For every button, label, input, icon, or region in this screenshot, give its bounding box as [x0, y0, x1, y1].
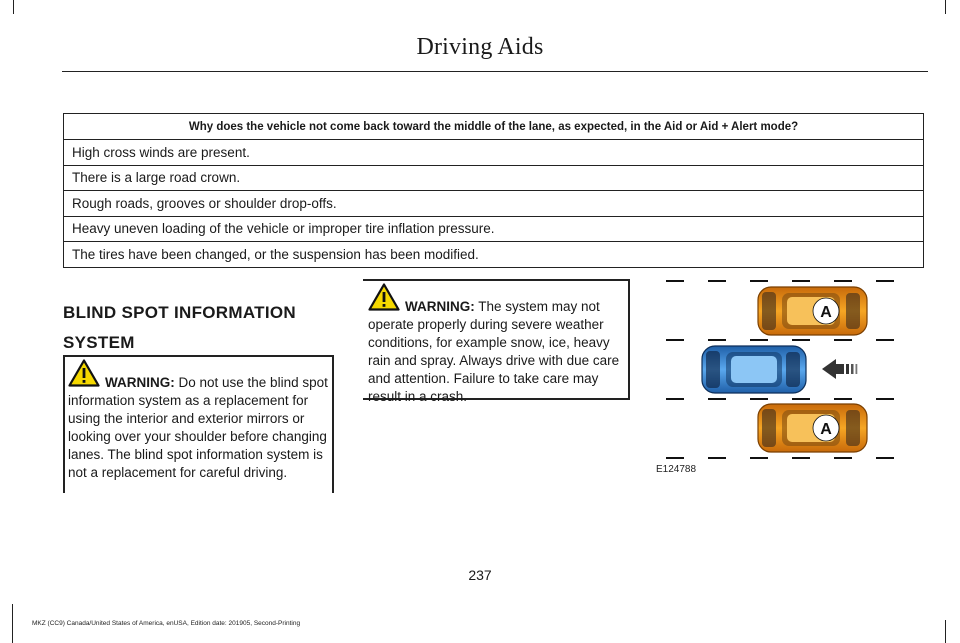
- warning-label: WARNING:: [105, 375, 175, 390]
- table-cell: High cross winds are present.: [64, 140, 924, 166]
- arrow-left-icon: [822, 359, 857, 379]
- table-cell: Heavy uneven loading of the vehicle or improper tire inflation pressure.: [64, 216, 924, 242]
- blind-spot-illustration: [650, 278, 900, 480]
- table-header-row: [64, 114, 924, 140]
- warning-text: Do not use the blind spot information system as a replacement for using the interior and exterior mirrors or looking over your shoulder before changing lanes. The blind spot information system is not a replacement for careful driving.: [68, 375, 328, 480]
- table-cell: There is a large road crown.: [64, 165, 924, 191]
- crop-mark: [12, 604, 13, 643]
- footer-text: MKZ (CC9) Canada/United States of America, enUSA, Edition date: 201905, Second-Printing: [32, 620, 301, 627]
- warning-box-weather: [363, 279, 630, 404]
- label-a-bottom: [813, 415, 839, 441]
- table-heading: Why does the vehicle not come back toward the middle of the lane, as expected, in the Aid or Aid + Alert mode?: [64, 114, 924, 140]
- warning-box-blind-spot: [63, 355, 334, 493]
- page-header-title: Driving Aids: [416, 34, 544, 60]
- warning-body: [68, 365, 328, 482]
- crop-mark: [945, 620, 946, 643]
- warning-paragraph: [368, 298, 624, 406]
- vehicle-adjacent-top: [758, 287, 867, 335]
- figure-id: E124788: [656, 464, 697, 475]
- warning-body: [368, 289, 624, 406]
- section-heading-line1: BLIND SPOT INFORMATION: [63, 303, 296, 322]
- crop-mark: [945, 0, 946, 14]
- label-a-bottom-text: A: [820, 421, 832, 438]
- vehicle-adjacent-bottom: [758, 404, 867, 452]
- section-heading: [63, 301, 333, 355]
- page-number: 237: [468, 567, 492, 583]
- table-row: [64, 165, 924, 191]
- section-heading-line2: SYSTEM: [63, 333, 135, 352]
- table-row: [64, 242, 924, 268]
- table-row: [64, 191, 924, 217]
- warning-text: The system may not operate properly during severe weather conditions, for example snow, ice, heavy rain and spray. Always drive with due care and attention. Failure to take care may result in a crash.: [368, 299, 620, 404]
- warning-label: WARNING:: [405, 299, 475, 314]
- table-cell: The tires have been changed, or the suspension has been modified.: [64, 242, 924, 268]
- warning-paragraph: [68, 374, 328, 482]
- troubleshooting-table: [63, 113, 924, 268]
- table-row: [64, 140, 924, 166]
- header-divider: [62, 71, 928, 72]
- crop-mark: [13, 0, 14, 14]
- table-cell: Rough roads, grooves or shoulder drop-offs.: [64, 191, 924, 217]
- label-a-top: [813, 298, 839, 324]
- table-row: [64, 216, 924, 242]
- label-a-top-text: A: [820, 304, 832, 321]
- vehicle-subject: [702, 346, 806, 393]
